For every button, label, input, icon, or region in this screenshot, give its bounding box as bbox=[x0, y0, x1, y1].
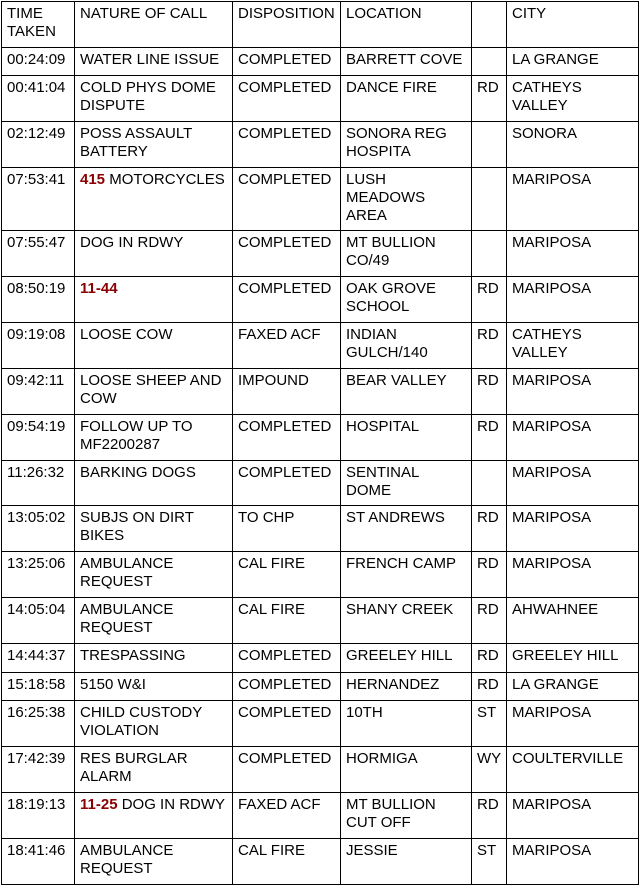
cell-suffix: RD bbox=[472, 415, 507, 461]
call-nature: AMBULANCE REQUEST bbox=[80, 601, 174, 636]
cell-location: DANCE FIRE bbox=[341, 76, 472, 122]
cell-city: MARIPOSA bbox=[507, 369, 639, 415]
cell-suffix: RD bbox=[472, 323, 507, 369]
cell-time: 00:24:09 bbox=[2, 48, 75, 76]
cell-disposition: COMPLETED bbox=[233, 673, 341, 701]
header-city: CITY bbox=[507, 2, 639, 48]
cell-suffix: RD bbox=[472, 369, 507, 415]
cell-nature bbox=[75, 839, 233, 885]
cell-disposition: COMPLETED bbox=[233, 277, 341, 323]
table-row bbox=[2, 76, 639, 122]
cell-suffix: RD bbox=[472, 598, 507, 644]
cell-time: 09:54:19 bbox=[2, 415, 75, 461]
table-row bbox=[2, 231, 639, 277]
table-row bbox=[2, 598, 639, 644]
cell-nature bbox=[75, 644, 233, 673]
cell-nature bbox=[75, 231, 233, 277]
cell-disposition: CAL FIRE bbox=[233, 839, 341, 885]
cell-nature bbox=[75, 461, 233, 506]
cell-location: 10TH bbox=[341, 701, 472, 747]
cell-nature bbox=[75, 747, 233, 793]
cell-disposition: CAL FIRE bbox=[233, 598, 341, 644]
cell-disposition: COMPLETED bbox=[233, 461, 341, 506]
cell-suffix bbox=[472, 168, 507, 231]
cell-city: MARIPOSA bbox=[507, 415, 639, 461]
cell-suffix: RD bbox=[472, 506, 507, 552]
cell-city: MARIPOSA bbox=[507, 839, 639, 885]
cell-location: LUSH MEADOWS AREA bbox=[341, 168, 472, 231]
cell-city: CATHEYS VALLEY bbox=[507, 76, 639, 122]
cell-location: GREELEY HILL bbox=[341, 644, 472, 673]
call-nature: DOG IN RDWY bbox=[121, 796, 226, 813]
cell-location: SHANY CREEK bbox=[341, 598, 472, 644]
call-nature: RES BURGLAR ALARM bbox=[80, 750, 188, 785]
header-location: LOCATION bbox=[341, 2, 472, 48]
cell-suffix: ST bbox=[472, 839, 507, 885]
cell-disposition: COMPLETED bbox=[233, 76, 341, 122]
call-code: 415 bbox=[80, 171, 106, 188]
cell-time: 09:19:08 bbox=[2, 323, 75, 369]
cell-location: HOSPITAL bbox=[341, 415, 472, 461]
header-nature: NATURE OF CALL bbox=[75, 2, 233, 48]
cell-location: MT BULLION CUT OFF bbox=[341, 793, 472, 839]
cell-location: BARRETT COVE bbox=[341, 48, 472, 76]
header-row bbox=[2, 2, 639, 48]
cell-nature bbox=[75, 552, 233, 598]
cell-disposition: COMPLETED bbox=[233, 644, 341, 673]
table-row bbox=[2, 552, 639, 598]
cell-time: 07:55:47 bbox=[2, 231, 75, 277]
call-nature: BARKING DOGS bbox=[80, 464, 196, 481]
call-nature: WATER LINE ISSUE bbox=[80, 51, 220, 68]
header-disposition: DISPOSITION bbox=[233, 2, 341, 48]
cell-disposition: COMPLETED bbox=[233, 747, 341, 793]
table-row bbox=[2, 673, 639, 701]
cell-city: MARIPOSA bbox=[507, 793, 639, 839]
cell-disposition: COMPLETED bbox=[233, 168, 341, 231]
cell-time: 09:42:11 bbox=[2, 369, 75, 415]
call-nature: COLD PHYS DOME DISPUTE bbox=[80, 79, 216, 114]
cell-nature bbox=[75, 168, 233, 231]
cell-nature bbox=[75, 793, 233, 839]
cell-nature bbox=[75, 122, 233, 168]
cell-time: 18:41:46 bbox=[2, 839, 75, 885]
call-nature: LOOSE COW bbox=[80, 326, 173, 343]
cell-nature bbox=[75, 323, 233, 369]
cell-suffix: RD bbox=[472, 793, 507, 839]
cell-city: GREELEY HILL bbox=[507, 644, 639, 673]
cell-disposition: TO CHP bbox=[233, 506, 341, 552]
cell-disposition: FAXED ACF bbox=[233, 793, 341, 839]
cell-disposition: COMPLETED bbox=[233, 231, 341, 277]
cell-location: SENTINAL DOME bbox=[341, 461, 472, 506]
cell-disposition: COMPLETED bbox=[233, 701, 341, 747]
table-row bbox=[2, 461, 639, 506]
call-nature: 5150 W&I bbox=[80, 676, 146, 693]
call-code: 11-25 bbox=[80, 796, 118, 813]
cell-disposition: IMPOUND bbox=[233, 369, 341, 415]
cell-time: 11:26:32 bbox=[2, 461, 75, 506]
cell-nature bbox=[75, 598, 233, 644]
cell-suffix: RD bbox=[472, 277, 507, 323]
cell-nature bbox=[75, 277, 233, 323]
cell-disposition: FAXED ACF bbox=[233, 323, 341, 369]
table-row bbox=[2, 793, 639, 839]
cell-suffix bbox=[472, 461, 507, 506]
table-row bbox=[2, 168, 639, 231]
cell-city: MARIPOSA bbox=[507, 461, 639, 506]
cell-city: COULTERVILLE bbox=[507, 747, 639, 793]
table-row bbox=[2, 323, 639, 369]
cell-city: SONORA bbox=[507, 122, 639, 168]
cell-location: SONORA REG HOSPITA bbox=[341, 122, 472, 168]
call-nature: CHILD CUSTODY VIOLATION bbox=[80, 704, 202, 739]
cell-time: 17:42:39 bbox=[2, 747, 75, 793]
cell-time: 14:05:04 bbox=[2, 598, 75, 644]
table-row bbox=[2, 644, 639, 673]
cell-city: MARIPOSA bbox=[507, 552, 639, 598]
cell-suffix: RD bbox=[472, 552, 507, 598]
cell-suffix: RD bbox=[472, 644, 507, 673]
cell-suffix bbox=[472, 48, 507, 76]
cell-time: 18:19:13 bbox=[2, 793, 75, 839]
call-nature: SUBJS ON DIRT BIKES bbox=[80, 509, 194, 544]
cell-location: FRENCH CAMP bbox=[341, 552, 472, 598]
cell-suffix bbox=[472, 122, 507, 168]
cell-suffix: WY bbox=[472, 747, 507, 793]
cell-time: 15:18:58 bbox=[2, 673, 75, 701]
call-nature: FOLLOW UP TO MF2200287 bbox=[80, 418, 193, 453]
table-row bbox=[2, 701, 639, 747]
cell-location: ST ANDREWS bbox=[341, 506, 472, 552]
cell-disposition: COMPLETED bbox=[233, 415, 341, 461]
cell-suffix: ST bbox=[472, 701, 507, 747]
call-log-table bbox=[1, 1, 639, 885]
cell-location: HORMIGA bbox=[341, 747, 472, 793]
table-row bbox=[2, 277, 639, 323]
cell-location: OAK GROVE SCHOOL bbox=[341, 277, 472, 323]
cell-city: MARIPOSA bbox=[507, 277, 639, 323]
cell-location: INDIAN GULCH/140 bbox=[341, 323, 472, 369]
call-nature: LOOSE SHEEP AND COW bbox=[80, 372, 222, 407]
cell-city: MARIPOSA bbox=[507, 506, 639, 552]
cell-suffix bbox=[472, 231, 507, 277]
cell-nature bbox=[75, 701, 233, 747]
cell-nature bbox=[75, 415, 233, 461]
cell-time: 16:25:38 bbox=[2, 701, 75, 747]
header-time: TIME TAKEN bbox=[2, 2, 75, 48]
cell-location: JESSIE bbox=[341, 839, 472, 885]
table-row bbox=[2, 839, 639, 885]
cell-city: AHWAHNEE bbox=[507, 598, 639, 644]
cell-suffix: RD bbox=[472, 76, 507, 122]
cell-nature bbox=[75, 76, 233, 122]
cell-time: 13:05:02 bbox=[2, 506, 75, 552]
call-nature: MOTORCYCLES bbox=[109, 171, 225, 188]
table-row bbox=[2, 369, 639, 415]
cell-time: 02:12:49 bbox=[2, 122, 75, 168]
cell-city: MARIPOSA bbox=[507, 168, 639, 231]
cell-time: 13:25:06 bbox=[2, 552, 75, 598]
call-nature: AMBULANCE REQUEST bbox=[80, 842, 174, 877]
cell-time: 14:44:37 bbox=[2, 644, 75, 673]
call-nature: AMBULANCE REQUEST bbox=[80, 555, 174, 590]
table-row bbox=[2, 415, 639, 461]
call-nature: TRESPASSING bbox=[80, 647, 186, 664]
cell-location: HERNANDEZ bbox=[341, 673, 472, 701]
cell-city: MARIPOSA bbox=[507, 231, 639, 277]
cell-nature bbox=[75, 673, 233, 701]
cell-city: MARIPOSA bbox=[507, 701, 639, 747]
cell-time: 07:53:41 bbox=[2, 168, 75, 231]
cell-disposition: CAL FIRE bbox=[233, 552, 341, 598]
cell-disposition: COMPLETED bbox=[233, 48, 341, 76]
cell-city: CATHEYS VALLEY bbox=[507, 323, 639, 369]
table-row bbox=[2, 48, 639, 76]
cell-location: BEAR VALLEY bbox=[341, 369, 472, 415]
cell-time: 08:50:19 bbox=[2, 277, 75, 323]
cell-nature bbox=[75, 506, 233, 552]
header-suffix bbox=[472, 2, 507, 48]
cell-suffix: RD bbox=[472, 673, 507, 701]
cell-disposition: COMPLETED bbox=[233, 122, 341, 168]
cell-city: LA GRANGE bbox=[507, 673, 639, 701]
cell-city: LA GRANGE bbox=[507, 48, 639, 76]
table-row bbox=[2, 122, 639, 168]
call-nature: DOG IN RDWY bbox=[80, 234, 184, 251]
table-row bbox=[2, 506, 639, 552]
cell-nature bbox=[75, 48, 233, 76]
cell-location: MT BULLION CO/49 bbox=[341, 231, 472, 277]
call-code: 11-44 bbox=[80, 280, 118, 297]
call-nature: POSS ASSAULT BATTERY bbox=[80, 125, 192, 160]
cell-nature bbox=[75, 369, 233, 415]
table-row bbox=[2, 747, 639, 793]
cell-time: 00:41:04 bbox=[2, 76, 75, 122]
